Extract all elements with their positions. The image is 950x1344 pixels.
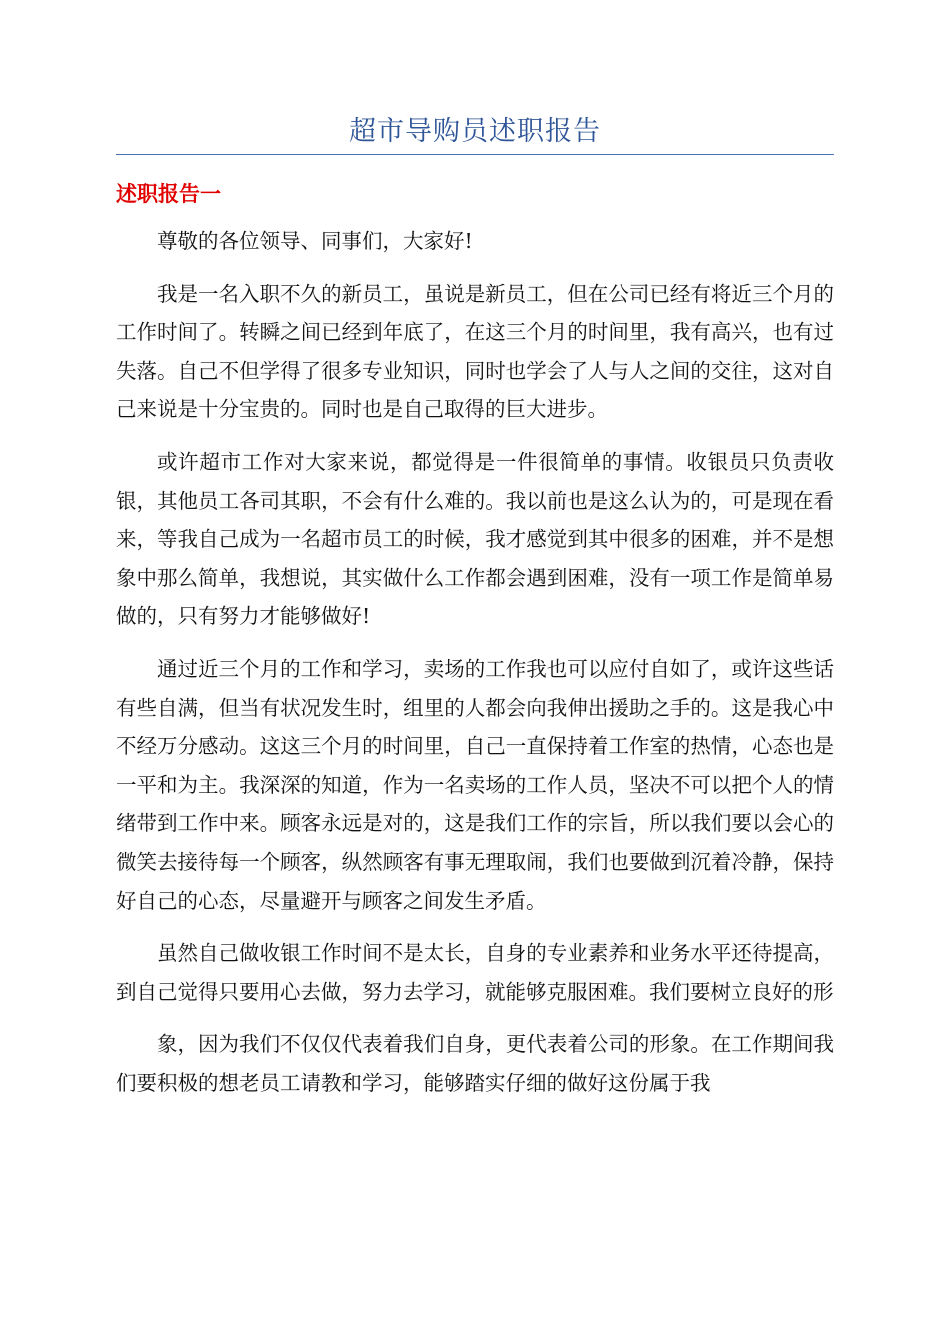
paragraph-greeting: 尊敬的各位领导、同事们，大家好!	[157, 229, 473, 253]
paragraph-introduction: 我是一名入职不久的新员工，虽说是新员工，但在公司已经有将近三个月的工作时间了。转瞬之间已经到年底了，在这三个月的时间里，我有高兴，也有过失落。自己不但学得了很多专业知识，同时也学会了人与人之间的交往，这对自己来说是十分宝贵的。同时也是自己取得的巨大进步。	[116, 281, 834, 422]
section-heading: 述职报告一	[116, 182, 221, 206]
document-title: 超市导购员述职报告	[349, 116, 601, 147]
paragraph-attitude: 通过近三个月的工作和学习，卖场的工作我也可以应付自如了，或许这些话有些自满，但当有状况发生时，组里的人都会向我伸出援助之手的。这是我心中不经万分感动。这这三个月的时间里，自己一直保持着工作室的热情，心态也是一平和为主。我深深的知道，作为一名卖场的工作人员，坚决不可以把个人的情绪带到工作中来。顾客永远是对的，这是我们工作的宗旨，所以我们要以会心的微笑去接待每一个顾客，纵然顾客有事无理取闹，我们也要做到沉着冷静，保持好自己的心态，尽量避开与顾客之间发生矛盾。	[116, 656, 834, 913]
title-underline	[116, 154, 834, 155]
document-body	[116, 222, 834, 1116]
paragraph-difficulties: 或许超市工作对大家来说，都觉得是一件很简单的事情。收银员只负责收银，其他员工各司其职，不会有什么难的。我以前也是这么认为的，可是现在看来，等我自己成为一名超市员工的时候，我才感觉到其中很多的困难，并不是想象中那么简单，我想说，其实做什么工作都会遇到困难，没有一项工作是简单易做的，只有努力才能够做好!	[116, 449, 834, 629]
paragraph-company-image: 象，因为我们不仅仅代表着我们自身，更代表着公司的形象。在工作期间我们要积极的想老员工请教和学习，能够踏实仔细的做好这份属于我	[116, 1032, 834, 1095]
paragraph-improvement: 虽然自己做收银工作时间不是太长，自身的专业素养和业务水平还待提高，到自己觉得只要用心去做，努力去学习，就能够克服困难。我们要树立良好的形	[116, 941, 834, 1004]
